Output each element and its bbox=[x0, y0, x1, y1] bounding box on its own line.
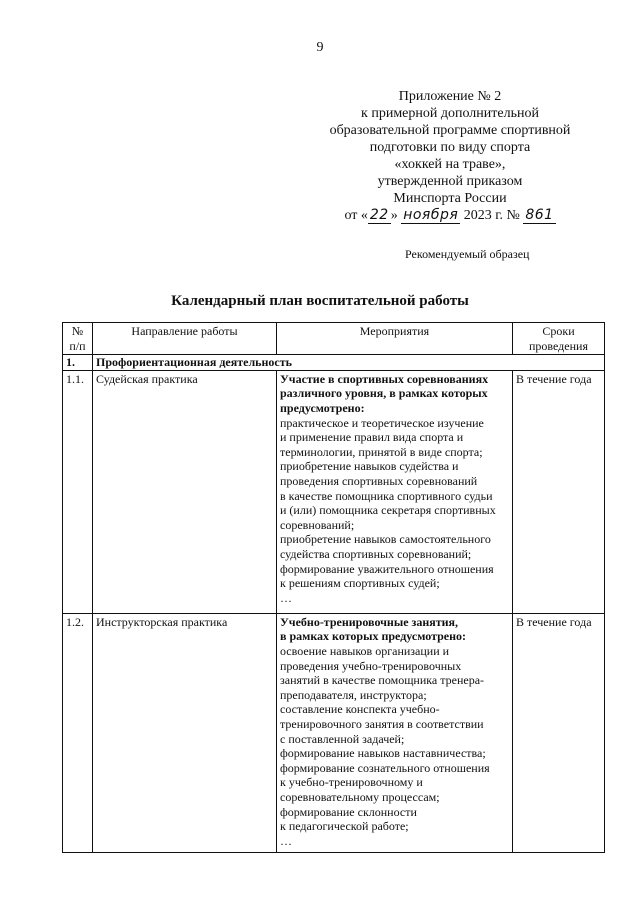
page-number: 9 bbox=[316, 40, 324, 55]
event-line: формирование сознательного отношения bbox=[280, 760, 490, 775]
event-line: терминологии, принятой в виде спорта; bbox=[280, 444, 483, 459]
event-line: формирование склонности bbox=[280, 804, 417, 819]
event-line: проведения учебно-тренировочных bbox=[280, 658, 462, 673]
header-events: Мероприятия bbox=[277, 323, 513, 355]
event-line: соревнований; bbox=[280, 517, 355, 532]
order-prefix: от « bbox=[344, 208, 368, 223]
event-line: соревновательному процессам; bbox=[280, 789, 440, 804]
row-num: 1.1. bbox=[63, 370, 93, 613]
event-line: приобретение навыков самостоятельного bbox=[280, 532, 491, 547]
order-day-handwritten: 22 bbox=[369, 207, 389, 223]
order-mid: » bbox=[390, 208, 398, 223]
event-line: тренировочного занятия в соответствии bbox=[280, 716, 484, 731]
event-heading-line: Учебно-тренировочные занятия, bbox=[280, 614, 459, 629]
document-title: Календарный план воспитательной работы bbox=[171, 293, 469, 309]
order-month-handwritten: ноября bbox=[403, 207, 459, 223]
event-heading-line: различного уровня, в рамках которых bbox=[280, 386, 488, 401]
event-line: формирование уважительного отношения bbox=[280, 561, 494, 576]
event-line: освоение навыков организации и bbox=[280, 643, 450, 658]
section-num: 1. bbox=[63, 355, 93, 371]
table-row bbox=[63, 613, 605, 852]
order-number-handwritten: 861 bbox=[525, 207, 554, 223]
event-line: и применение правил вида спорта и bbox=[280, 430, 464, 445]
appendix-line: «хоккей на траве», bbox=[394, 157, 506, 172]
appendix-line: Минспорта России bbox=[393, 191, 507, 206]
header-direction: Направление работы bbox=[93, 323, 277, 355]
appendix-line: Приложение № 2 bbox=[398, 89, 502, 104]
sample-label: Рекомендуемый образец bbox=[405, 247, 530, 261]
event-line: проведения спортивных соревнований bbox=[280, 473, 478, 488]
section-label: Профориентационная деятельность bbox=[93, 355, 605, 371]
header-num: № п/п bbox=[63, 323, 93, 355]
appendix-line: к примерной дополнительной bbox=[361, 106, 539, 121]
event-heading-line: в рамках которых предусмотрено: bbox=[280, 629, 467, 644]
section-row bbox=[63, 355, 605, 371]
row-direction: Инструкторская практика bbox=[93, 613, 277, 852]
event-line: с поставленной задачей; bbox=[280, 731, 405, 746]
order-line bbox=[300, 207, 600, 224]
event-line: к решениям спортивных судей; bbox=[280, 576, 440, 591]
appendix-line: утвержденной приказом bbox=[377, 174, 523, 189]
row-num: 1.2. bbox=[63, 613, 93, 852]
event-line: к учебно-тренировочному и bbox=[280, 775, 423, 790]
event-line: преподавателя, инструктора; bbox=[280, 687, 427, 702]
row-events bbox=[277, 613, 513, 852]
event-line: … bbox=[280, 590, 292, 605]
appendix-line: образовательной программе спортивной bbox=[329, 123, 571, 138]
order-year: 2023 г. № bbox=[463, 208, 520, 223]
header-terms: Сроки проведения bbox=[513, 323, 605, 355]
event-line: судейства спортивных соревнований; bbox=[280, 546, 472, 561]
table-row bbox=[63, 370, 605, 613]
appendix-line: подготовки по виду спорта bbox=[369, 140, 531, 155]
event-heading-line: предусмотрено: bbox=[280, 400, 365, 415]
event-line: … bbox=[280, 833, 292, 848]
event-line: формирование навыков наставничества; bbox=[280, 746, 486, 761]
plan-table bbox=[62, 322, 605, 853]
appendix-block bbox=[300, 88, 600, 224]
event-line: приобретение навыков судейства и bbox=[280, 459, 459, 474]
event-line: и (или) помощника секретаря спортивных bbox=[280, 503, 496, 518]
event-line: к педагогической работе; bbox=[280, 819, 409, 834]
event-line: в качестве помощника спортивного судьи bbox=[280, 488, 493, 503]
table-header-row bbox=[63, 323, 605, 355]
row-terms: В течение года bbox=[513, 370, 605, 613]
event-line: занятий в качестве помощника тренера- bbox=[280, 673, 485, 688]
row-direction: Судейская практика bbox=[93, 370, 277, 613]
row-events bbox=[277, 370, 513, 613]
event-heading-line: Участие в спортивных соревнованиях bbox=[280, 371, 489, 386]
row-terms: В течение года bbox=[513, 613, 605, 852]
event-line: практическое и теоретическое изучение bbox=[280, 415, 484, 430]
event-line: составление конспекта учебно- bbox=[280, 702, 440, 717]
